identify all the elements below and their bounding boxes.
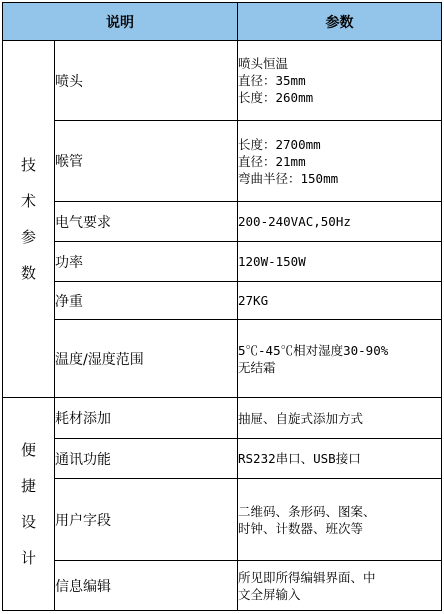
group-char: 便: [20, 441, 36, 459]
table-row: [3, 439, 442, 479]
table-row: [3, 561, 442, 611]
table-row: [3, 202, 442, 242]
row-label: 信息编辑: [55, 561, 238, 611]
row-value: 27KG: [238, 282, 442, 320]
row-value: 200-240VAC,50Hz: [238, 202, 442, 242]
row-label: 净重: [55, 282, 238, 320]
row-label: 耗材添加: [55, 398, 238, 439]
row-label: 温度/湿度范围: [55, 320, 238, 398]
row-label: 喉管: [55, 121, 238, 202]
row-value: 抽屉、自旋式添加方式: [238, 398, 442, 439]
table-row: [3, 320, 442, 398]
group-char: 设: [20, 513, 36, 531]
row-value: RS232串口、USB接口: [238, 439, 442, 479]
group-char: 数: [20, 264, 36, 282]
group-char: 捷: [20, 477, 36, 495]
row-label: 功率: [55, 242, 238, 282]
group-tech-params: [3, 41, 55, 398]
row-value: 喷头恒温 直径：35mm 长度：260mm: [238, 41, 442, 121]
row-value: 5℃-45℃相对湿度30-90% 无结霜: [238, 320, 442, 398]
header-param: 参数: [238, 3, 442, 41]
row-label: 电气要求: [55, 202, 238, 242]
row-value: 所见即所得编辑界面、中 文全屏输入: [238, 561, 442, 611]
table-row: [3, 41, 442, 121]
spec-table: [2, 2, 442, 611]
table-row: [3, 121, 442, 202]
group-char: 参: [20, 228, 36, 246]
row-value: 长度：2700mm 直径：21mm 弯曲半径：150mm: [238, 121, 442, 202]
group-char: 术: [20, 192, 36, 210]
table-row: [3, 479, 442, 561]
group-convenient-design: [3, 398, 55, 611]
row-label: 通讯功能: [55, 439, 238, 479]
row-label: 喷头: [55, 41, 238, 121]
row-value: 120W-150W: [238, 242, 442, 282]
table-row: [3, 398, 442, 439]
header-desc: 说明: [3, 3, 238, 41]
group-char: 技: [20, 156, 36, 174]
table-row: [3, 282, 442, 320]
row-label: 用户字段: [55, 479, 238, 561]
row-value: 二维码、条形码、图案、 时钟、计数器、班次等: [238, 479, 442, 561]
header-row: [3, 3, 442, 41]
group-char: 计: [20, 549, 36, 567]
table-row: [3, 242, 442, 282]
